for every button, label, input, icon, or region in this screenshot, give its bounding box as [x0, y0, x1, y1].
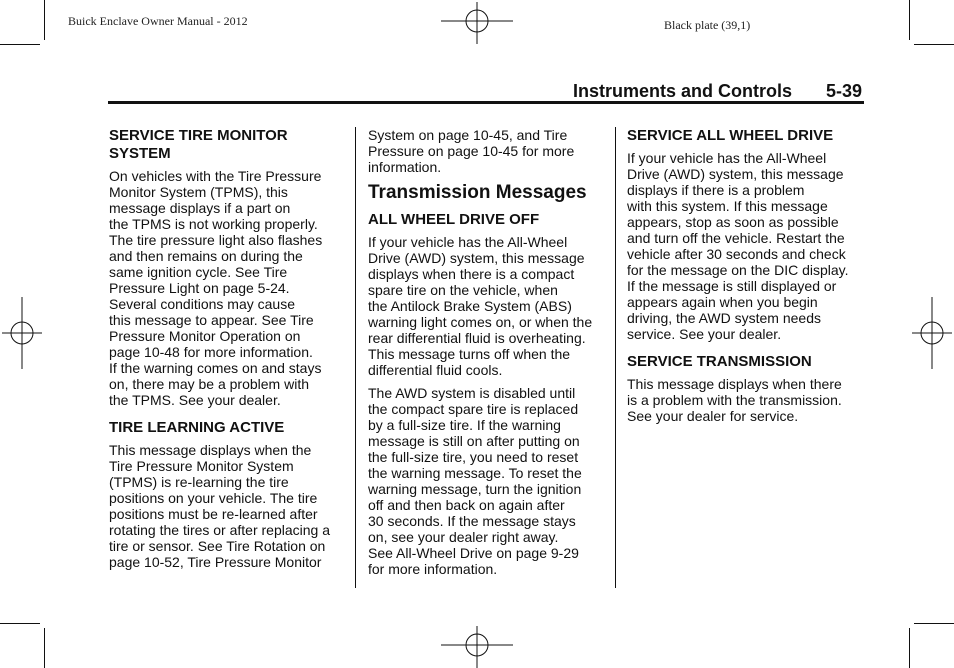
- crop-mark: [0, 623, 40, 624]
- paragraph: The AWD system is disabled until the compact spare tire is replaced by a full-size tire. If the warning message is still on after putting on the full-size tire, you need to reset the warning message. To reset the warning message, turn the ignition off and then back on again after 30 seconds. If the message stays on, see your dealer right away. See All-Wheel Drive on page 9-29 for more information.: [368, 385, 582, 577]
- registration-mark-icon: [441, 626, 513, 668]
- paragraph: This message displays when the Tire Pressure Monitor System (TPMS) is re-learning the tire positions on your vehicle. The tire positions must be re-learned after rotating the tires or after replacing a tire or sensor. See Tire Rotation on page 10-52, Tire Pressure Monitor: [109, 442, 331, 570]
- column-1: [109, 127, 349, 577]
- paragraph: This message displays when there is a problem with the transmission. See your dealer for service.: [627, 376, 842, 424]
- registration-mark-icon: [441, 2, 513, 44]
- paragraph: System on page 10-45, and Tire Pressure on page 10-45 for more information.: [368, 127, 575, 175]
- manual-title: Buick Enclave Owner Manual - 2012: [68, 14, 248, 28]
- heading-service-awd: SERVICE ALL WHEEL DRIVE: [627, 127, 834, 144]
- crop-mark: [909, 0, 910, 40]
- registration-mark-icon: [2, 297, 42, 369]
- section-title: Instruments and Controls: [573, 81, 793, 101]
- crop-mark: [909, 628, 910, 668]
- column-divider: [615, 127, 616, 588]
- crop-mark: [914, 44, 954, 45]
- registration-mark-icon: [912, 297, 952, 369]
- heading-service-transmission: SERVICE TRANSMISSION: [627, 353, 812, 370]
- crop-mark: [0, 44, 40, 45]
- heading-all-wheel-drive-off: ALL WHEEL DRIVE OFF: [368, 211, 540, 228]
- crop-mark: [44, 628, 45, 668]
- column-divider: [355, 127, 356, 588]
- paragraph: If your vehicle has the All-Wheel Drive (AWD) system, this message displays if there is a problem with this system. If this message appears, stop as soon as possible and turn off the vehicle. Restart the vehicle after 30 seconds and check for the message on the DIC display. If the message is still displayed or appears again when you begin driving, the AWD system needs service. See your dealer.: [627, 150, 849, 342]
- paragraph: If your vehicle has the All-Wheel Drive (AWD) system, this message displays when there is a compact spare tire on the vehicle, when the Antilock Brake System (ABS) warning light comes on, or when the rear differential fluid is overheating. This message turns off when the differential fluid cools.: [368, 234, 593, 378]
- heading-tire-learning: TIRE LEARNING ACTIVE: [109, 419, 285, 436]
- crop-mark: [44, 0, 45, 40]
- header-rule: [108, 101, 864, 104]
- paragraph: On vehicles with the Tire Pressure Monitor System (TPMS), this message displays if a part on the TPMS is not working properly. The tire pressure light also flashes and then remains on during the same ignition cycle. See Tire Pressure Light on page 5-24. Several conditions may cause this message to appear. See Tire Pressure Monitor Operation on page 10-48 for more information. If the warning comes on and stays on, there may be a problem with the TPMS. See your dealer.: [109, 168, 323, 408]
- column-3: [627, 127, 867, 431]
- section-heading-transmission: Transmission Messages: [368, 182, 587, 203]
- heading-service-tire-monitor: SERVICE TIRE MONITOR SYSTEM: [109, 127, 288, 162]
- page-number: 5-39: [826, 81, 863, 101]
- plate-label: Black plate (39,1): [664, 18, 751, 32]
- crop-mark: [914, 623, 954, 624]
- column-2: [368, 127, 608, 584]
